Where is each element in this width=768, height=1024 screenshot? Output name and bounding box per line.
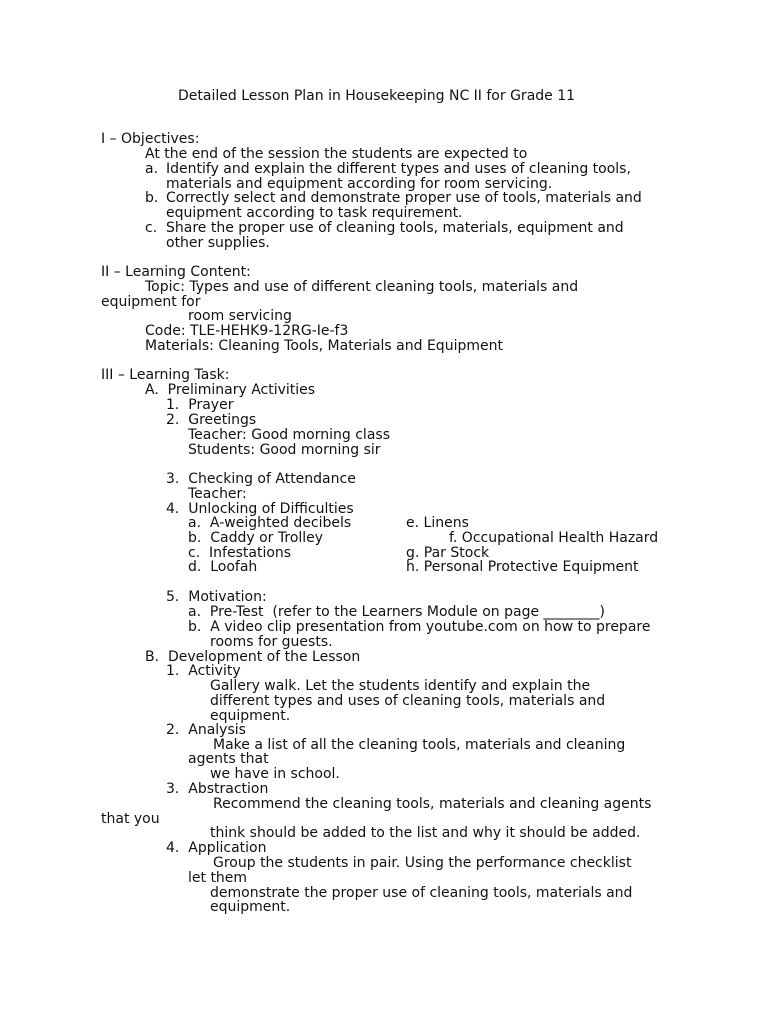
step-activity: 1. Activity	[166, 663, 241, 679]
greeting-students: Students: Good morning sir	[188, 442, 381, 458]
step-abstraction: 3. Abstraction	[166, 781, 269, 797]
step-text: Recommend the cleaning tools, materials and cleaning agents	[213, 796, 652, 812]
step-text: think should be added to the list and why it should be added.	[210, 825, 641, 841]
term-item: c. Infestations	[188, 545, 292, 561]
term-item: g. Par Stock	[406, 545, 490, 561]
document-title: Detailed Lesson Plan in Housekeeping NC II for Grade 11	[178, 88, 576, 104]
objective-text: other supplies.	[166, 235, 270, 251]
objective-marker: a.	[145, 161, 159, 177]
section-a-label: A. Preliminary Activities	[145, 382, 316, 398]
objectives-intro: At the end of the session the students are expected to	[145, 146, 528, 162]
objective-marker: b.	[145, 190, 159, 206]
content-topic: room servicing	[188, 308, 292, 324]
step-text: Gallery walk. Let the students identify and explain the	[210, 678, 591, 694]
step-application: 4. Application	[166, 840, 267, 856]
objectives-heading: I – Objectives:	[101, 131, 200, 147]
task-heading: III – Learning Task:	[101, 367, 230, 383]
step-text: Group the students in pair. Using the performance checklist	[213, 855, 632, 871]
greeting-teacher: Teacher: Good morning class	[188, 427, 390, 443]
objective-marker: c.	[145, 220, 158, 236]
content-topic: equipment for	[101, 294, 201, 310]
objective-text: Share the proper use of cleaning tools, materials, equipment and	[166, 220, 624, 236]
term-item: e. Linens	[406, 515, 469, 531]
step-analysis: 2. Analysis	[166, 722, 246, 738]
activity-attendance: 3. Checking of Attendance	[166, 471, 356, 487]
step-text: equipment.	[210, 708, 291, 724]
step-text: Make a list of all the cleaning tools, materials and cleaning	[213, 737, 626, 753]
term-item: f. Occupational Health Hazard	[449, 530, 659, 546]
activity-greetings: 2. Greetings	[166, 412, 257, 428]
term-item: d. Loofah	[188, 559, 258, 575]
term-item: a. A-weighted decibels	[188, 515, 352, 531]
step-text: demonstrate the proper use of cleaning tools, materials and	[210, 885, 633, 901]
step-text: equipment.	[210, 899, 291, 915]
content-heading: II – Learning Content:	[101, 264, 251, 280]
activity-motivation: 5. Motivation:	[166, 589, 267, 605]
content-code: Code: TLE-HEHK9-12RG-Ie-f3	[145, 323, 349, 339]
step-text: agents that	[188, 751, 269, 767]
motivation-item: a. Pre-Test (refer to the Learners Module on page ________)	[188, 604, 605, 620]
section-b-label: B. Development of the Lesson	[145, 649, 361, 665]
activity-difficulties: 4. Unlocking of Difficulties	[166, 501, 354, 517]
step-text: that you	[101, 811, 160, 827]
activity-prayer: 1. Prayer	[166, 397, 234, 413]
objective-text: equipment according to task requirement.	[166, 205, 463, 221]
step-text: let them	[188, 870, 248, 886]
content-materials: Materials: Cleaning Tools, Materials and Equipment	[145, 338, 503, 354]
motivation-item: b. A video clip presentation from youtube.com on how to prepare	[188, 619, 651, 635]
content-topic: Topic: Types and use of different cleaning tools, materials and	[145, 279, 579, 295]
objective-text: Correctly select and demonstrate proper use of tools, materials and	[166, 190, 642, 206]
objective-text: materials and equipment according for room servicing.	[166, 176, 553, 192]
motivation-item: rooms for guests.	[210, 634, 333, 650]
attendance-teacher: Teacher:	[188, 486, 247, 502]
objective-text: Identify and explain the different types and uses of cleaning tools,	[166, 161, 631, 177]
term-item: b. Caddy or Trolley	[188, 530, 324, 546]
step-text: different types and uses of cleaning tools, materials and	[210, 693, 606, 709]
step-text: we have in school.	[210, 766, 340, 782]
term-item: h. Personal Protective Equipment	[406, 559, 639, 575]
